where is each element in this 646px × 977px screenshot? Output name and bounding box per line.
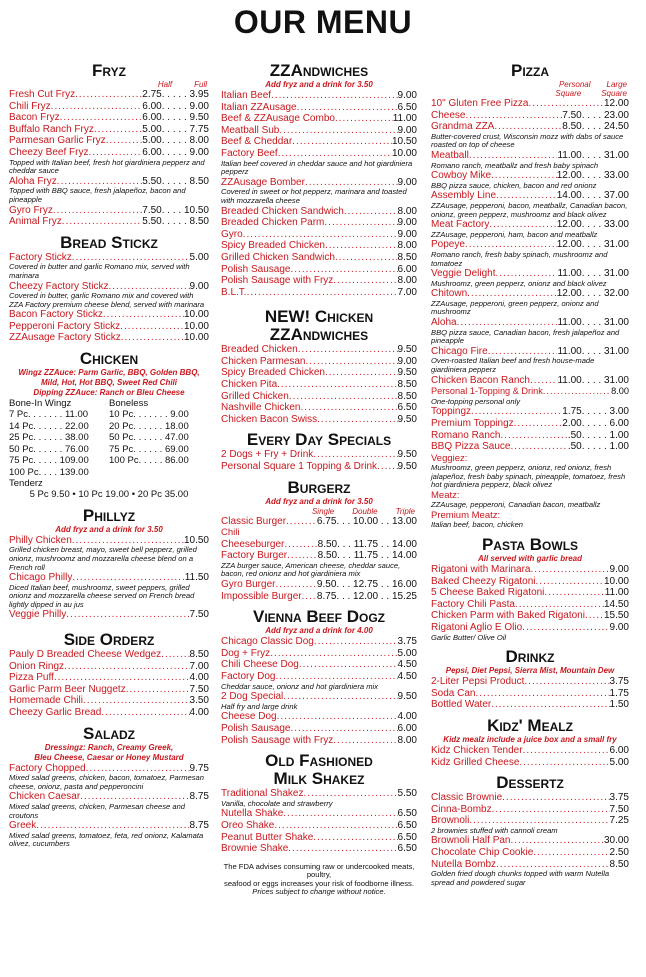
menu-item: Beef & Cheddar ..... 10.50 <box>221 136 417 148</box>
item-description: Vanilla, chocolate and strawberry <box>221 798 333 808</box>
menu-item: Baked Cheezy Rigatoni ..... 10.00 <box>431 576 629 588</box>
menu-item: Garlic Parm Beer Nuggetz ..... 7.50 <box>9 684 209 696</box>
burgerz-size-header: Single Double Triple <box>311 506 415 516</box>
item-description: ZZAusage, pepperoni, green pepperz, onionz and mushroomz <box>431 298 599 317</box>
side-orderz-heading: Side Orderz <box>63 630 155 650</box>
menu-item: 2-Liter Pepsi Product ..... 3.75 <box>431 676 629 688</box>
fryz-size-header <box>9 80 209 89</box>
menu-item: Chicken Bacon Ranch ..... 11.00. . . . 31.00 <box>431 375 629 387</box>
vienna-beef-dogz-heading: Vienna Beef Dogz <box>252 607 385 627</box>
drinkz-subtitle: Pepsi, Diet Pepsi, Sierra Mist, Mountain Dew <box>445 666 615 676</box>
fda-notice: seafood or eggs increases your risk of foodborne illness. <box>224 878 414 888</box>
item-description: Italian beef covered in cheddar sauce and hot giardiniera pepperz <box>221 158 413 177</box>
menu-item: Kidz Grilled Cheese ..... 5.00 <box>431 757 629 769</box>
item-description: Grilled chicken breast, mayo, sweet bell pepperz, grilled onionz, mushroomz and mozzarella cheese blend on a French roll <box>9 545 197 572</box>
kidz-mealz-heading: Kidz' Mealz <box>487 715 573 735</box>
price-notice: Prices subject to change without notice. <box>252 887 386 897</box>
fryz-list <box>9 89 209 228</box>
wings-row: 25 Pc. . . . . . 38.00 50 Pc. . . . . . 47.00 <box>9 432 189 444</box>
item-description: ZZAusage, pepperoni, ham, bacon and meatballz <box>431 229 598 239</box>
menu-item: Chicken Pita ..... 8.50 <box>221 379 417 391</box>
menu-item: Cheezy Beef Fryz ..... 6.00. . . . . 9.00 <box>9 147 209 159</box>
item-description: One-topping personal only <box>431 396 521 406</box>
item-description: BBQ pizza sauce, Canadian bacon, fresh jalapeñoz and pineapple <box>431 327 620 346</box>
item-description: Garlic Butter/ Olive Oil <box>431 632 507 642</box>
menu-item: Cheese ..... 7.50. . . . 23.00 <box>431 110 629 122</box>
saladz-heading: Saladz <box>83 723 135 743</box>
menu-item: 2 Dog Special ..... 9.50 <box>221 691 417 703</box>
menu-item: Dog + Fryz ..... 5.00 <box>221 648 417 660</box>
chicken-subtitle: Dipping ZZAuce: Ranch or Bleu Cheese <box>33 388 185 398</box>
menu-item: Aloha ..... 11.00. . . . 31.00 <box>431 317 629 329</box>
saladz-subtitle: Dressingz: Ranch, Creamy Greek, <box>44 742 174 752</box>
wings-row: 75 Pc. . . . . 109.00 100 Pc. . . . . 86.00 <box>9 455 189 467</box>
menu-item: Cheese Dog ..... 4.00 <box>221 711 417 723</box>
menu-item: Veggie Philly ..... 7.50 <box>9 609 209 621</box>
menu-item: Soda Can ..... 1.75 <box>431 688 629 700</box>
vienna-subtitle: Add fryz and a drink for 4.00 <box>265 626 373 636</box>
menu-item: Gyro Burger ..... 9.50. . . 12.75 . . 16.00 <box>221 579 417 591</box>
menu-column-middle <box>221 62 417 897</box>
menu-item: Factory Burger ..... 8.50. . . 11.75 . . 14.00 <box>221 550 417 562</box>
menu-item: Popeye ..... 12.00. . . . 31.00 <box>431 239 629 251</box>
item-description: Oven-roasted Italian beef and fresh house-made giardiniera pepperz <box>431 356 595 375</box>
menu-item: Italian Beef ..... 9.00 <box>221 90 417 102</box>
menu-item: Peanut Butter Shake ..... 6.50 <box>221 832 417 844</box>
item-description: ZZAusage, pepperoni, Canadian bacon, meatballz <box>431 500 601 510</box>
veggiez-label: Veggiez: <box>431 452 468 464</box>
menu-item: Onion Ringz ..... 7.00 <box>9 661 209 673</box>
shakez-heading-2: Milk Shakez <box>273 769 365 789</box>
menu-item: Cheezy Factory Stickz ..... 9.00 <box>9 281 209 293</box>
item-description: Covered in butter, garlic Romano mix and covered with ZZA Factory premium cheese blend, served with marinara <box>9 291 205 309</box>
item-description: Half fry and large drink <box>221 701 298 711</box>
item-description: Covered in butter and garlic Romano mix, served with marinara <box>9 262 190 280</box>
drinkz-heading: Drinkz <box>505 647 555 667</box>
menu-item: B.L.T. ..... 7.00 <box>221 287 417 299</box>
menu-item: Breaded Chicken ..... 9.50 <box>221 344 417 356</box>
every-day-specials-heading: Every Day Specials <box>246 430 392 450</box>
item-description: Mixed salad greens, chicken, bacon, tomatoez, Parmesan cheese, onionz, pasta and pepperoncini <box>9 773 205 791</box>
dessertz-heading: Dessertz <box>496 773 564 793</box>
menu-item: Factory Dog ..... 4.50 <box>221 671 417 683</box>
menu-item: Veggie Delight ..... 11.00. . . . 31.00 <box>431 268 629 280</box>
menu-item: Polish Sausage with Fryz ..... 8.00 <box>221 735 417 747</box>
menu-item: Philly Chicken ..... 10.50 <box>9 535 209 547</box>
menu-item: Chicago Fire ..... 11.00. . . . 31.00 <box>431 346 629 358</box>
menu-item: Chicago Philly ..... 11.50 <box>9 572 209 584</box>
menu-item-line: Chili <box>221 527 240 539</box>
menu-item: Greek ..... 8.75 <box>9 820 209 832</box>
menu-item: Chitown ..... 12.00. . . . 32.00 <box>431 288 629 300</box>
menu-item: Homemade Chili ..... 3.50 <box>9 695 209 707</box>
chicken-subtitle: Mild, Hot, Hot BBQ, Sweet Red Chili <box>41 378 177 388</box>
item-description: Diced Italian beef, mushroomz, sweet peppers, grilled onionz and mozzarella cheese served on French bread lightly dipped in au jus <box>9 582 195 609</box>
item-description: BBQ pizza sauce, chicken, bacon and red onionz <box>431 180 597 190</box>
menu-item: Breaded Chicken Sandwich ..... 8.00 <box>221 206 417 218</box>
item-description: ZZAusage, pepperoni, bacon, meatballz, Canadian bacon, onionz, green pepperz, mushroomz and black olivez <box>431 200 628 219</box>
saladz-subtitle: Bleu Cheese, Caesar or Honey Mustard <box>34 752 184 762</box>
menu-item: Traditional Shakez ..... 5.50 <box>221 788 417 800</box>
menu-item: 5 Cheese Baked Rigatoni ..... 11.00 <box>431 587 629 599</box>
menu-column-left <box>9 62 209 849</box>
menu-item: Nashville Chicken ..... 6.50 <box>221 402 417 414</box>
menu-item: Buffalo Ranch Fryz ..... 5.00. . . . . 7.75 <box>9 124 209 136</box>
wings-header: Bone-In Wingz Boneless <box>9 398 149 410</box>
menu-item: 10" Gluten Free Pizza ..... 12.00 <box>431 98 629 110</box>
menu-item: Italian ZZAusage ..... 6.50 <box>221 102 417 114</box>
menu-item: Brownie Shake ..... 6.50 <box>221 843 417 855</box>
wings-row: 100 Pc. . . . 139.00 <box>9 466 89 478</box>
item-description: ZZA burger sauce, American cheese, cheddar sauce, bacon, red onionz and hot giardiniera mix <box>221 560 401 579</box>
menu-item: ZZAusage Factory Stickz ..... 10.00 <box>9 332 209 344</box>
burgerz-subtitle: Add fryz and a drink for 3.50 <box>265 496 373 506</box>
menu-item: Personal Square 1 Topping & Drink ..... 9.50 <box>221 461 417 473</box>
item-description: Romano ranch, meatballz and fresh baby spinach <box>431 160 599 170</box>
fryz-heading: Fryz <box>92 61 126 80</box>
kidz-subtitle: Kidz mealz include a juice box and a small fry <box>443 734 617 744</box>
menu-item: Polish Sausage ..... 6.00 <box>221 264 417 276</box>
menu-item: Assembly Line ..... 14.00. . . . 37.00 <box>431 190 629 202</box>
menu-item: Factory Chopped ..... 9.75 <box>9 763 209 775</box>
menu-item: Bottled Water ..... 1.50 <box>431 699 629 711</box>
item-description: Mixed salad greens, tomatoez, feta, red onionz, Kalamata olivez, cucumbers <box>9 830 204 849</box>
menu-item: Chicken Parmesan ..... 9.00 <box>221 356 417 368</box>
half-label: Half <box>157 80 173 89</box>
shakez-heading: Old Fashioned <box>265 751 373 771</box>
page-title: OUR MENU <box>233 4 413 40</box>
menu-item: Cheeseburger ..... 8.50. . . 11.75 . . 14.00 <box>221 539 417 551</box>
menu-item: Pizza Puff ..... 4.00 <box>9 672 209 684</box>
menu-item: Impossible Burger ..... 8.75. . . 12.00 . . 15.25 <box>221 591 417 603</box>
menu-item: Premium Toppingz ..... 2.00. . . . . 6.00 <box>431 418 629 430</box>
zzandwiches-subtitle: Add fryz and a drink for 3.50 <box>265 80 373 89</box>
premium-meatz-label: Premium Meatz: <box>431 509 501 521</box>
menu-item: Personal 1-Topping & Drink ..... 8.00 <box>431 386 629 398</box>
menu-item: Polish Sausage with Fryz ..... 8.00 <box>221 275 417 287</box>
pizza-size-header-2: Square Square <box>555 89 627 98</box>
menu-item: Bacon Fryz ..... 6.00. . . . . 9.50 <box>9 112 209 124</box>
menu-item: Chicago Classic Dog ..... 3.75 <box>221 636 417 648</box>
pasta-bowls-heading: Pasta Bowls <box>481 534 579 554</box>
item-description: Butter-covered crust, Wisconsin mozz with dabs of sauce roasted on top of cheese <box>431 131 624 150</box>
item-description: Golden fried dough chunks topped with warm Nutella spread and powdered sugar <box>431 869 610 887</box>
menu-item: Animal Fryz ..... 5.50. . . . . 8.50 <box>9 216 209 228</box>
menu-item: Chicken Caesar ..... 8.75 <box>9 791 209 803</box>
menu-item: 2 Dogs + Fry + Drink ..... 9.50 <box>221 449 417 461</box>
menu-item: Grilled Chicken ..... 8.50 <box>221 391 417 403</box>
pasta-subtitle: All served with garlic bread <box>477 553 583 563</box>
menu-item: Polish Sausage ..... 6.00 <box>221 723 417 735</box>
pizza-size-header: Personal Large <box>558 80 627 89</box>
menu-item: Rigatoni with Marinara ..... 9.00 <box>431 564 629 576</box>
menu-item: Meatball Sub ..... 9.00 <box>221 125 417 137</box>
wings-row: 50 Pc. . . . . . 76.00 75 Pc. . . . . . 69.00 <box>9 443 189 455</box>
item-description: Romano ranch, fresh baby spinach, mushroomz and tomatoez <box>431 249 608 268</box>
zzandwiches-heading: ZZAndwiches <box>269 61 369 80</box>
menu-item: Romano Ranch ..... .50. . . . . 1.00 <box>431 430 629 442</box>
menu-item: Beef & ZZAusage Combo ..... 11.00 <box>221 113 417 125</box>
item-description: 2 brownies stuffed with cannoli cream <box>431 825 558 835</box>
pizza-heading: Pizza <box>511 61 549 80</box>
fda-notice: The FDA advises consuming raw or undercooked meats, poultry, <box>223 861 415 880</box>
bread-stickz-heading: Bread Stickz <box>60 232 158 252</box>
item-description: Topped with Italian beef, fresh hot giardiniera pepperz and cheddar sauce <box>9 157 205 176</box>
menu-item: Nutella Bombz ..... 8.50 <box>431 859 629 871</box>
menu-item: Brownoli Half Pan ..... 30.00 <box>431 835 629 847</box>
menu-item: Rigatoni Aglio E Olio ..... 9.00 <box>431 622 629 634</box>
menu-item: Cowboy Mike ..... 12.00. . . . 33.00 <box>431 170 629 182</box>
menu-column-right <box>431 62 629 887</box>
menu-item: Classic Brownie ..... 3.75 <box>431 792 629 804</box>
wings-row: 7 Pc. . . . . . . 11.00 10 Pc. . . . . . . 9.00 <box>9 409 189 421</box>
menu-item: Factory Beef ..... 10.00 <box>221 148 417 160</box>
menu-item: Chili Fryz ..... 6.00. . . . . 9.00 <box>9 101 209 113</box>
menu-item: Chicken Parm with Baked Rigatoni ..... 15.50 <box>431 610 629 622</box>
item-description: Mixed salad greens, chicken, Parmesan cheese and croutons <box>9 802 186 820</box>
menu-item: Brownoli ..... 7.25 <box>431 815 629 827</box>
menu-item: BBQ Pizza Sauce ..... .50. . . . . 1.00 <box>431 441 629 453</box>
menu-item: Breaded Chicken Parm ..... 9.00 <box>221 217 417 229</box>
menu-item: Pauly D Breaded Cheese Wedgez ..... 8.50 <box>9 649 209 661</box>
menu-item: Chili Cheese Dog ..... 4.50 <box>221 659 417 671</box>
menu-item: Fresh Cut Fryz ..... 2.75. . . . . 3.95 <box>9 89 209 101</box>
menu-item: Grilled Chicken Sandwich ..... 8.50 <box>221 252 417 264</box>
menu-item: Meat Factory ..... 12.00. . . . 33.00 <box>431 219 629 231</box>
chicken-subtitle: Wingz ZZAuce: Parm Garlic, BBQ, Golden BBQ, <box>18 368 200 378</box>
menu-item: Meatball ..... 11.00. . . . 31.00 <box>431 150 629 162</box>
menu-item: Nutella Shake ..... 6.50 <box>221 808 417 820</box>
menu-item: Kidz Chicken Tender ..... 6.00 <box>431 745 629 757</box>
menu-item: Factory Chili Pasta ..... 14.50 <box>431 599 629 611</box>
item-description: Mushroomz, green pepperz, onionz, red onionz, fresh jalapeñoz, fresh baby spinach, pineapple, tomatoez, fresh hot giardiniera pepperz, black olivez <box>431 463 626 490</box>
burgerz-heading: Burgerz <box>287 477 351 497</box>
item-description: Mushroomz, green pepperz, onionz and black olivez <box>431 278 607 288</box>
menu-item: Cinna-Bombz ..... 7.50 <box>431 804 629 816</box>
tenderz-prices: 5 Pc 9.50 • 10 Pc 19.00 • 20 Pc 35.00 <box>29 489 189 501</box>
meatz-label: Meatz: <box>431 489 460 501</box>
phillyz-subtitle: Add fryz and a drink for 3.50 <box>55 524 163 534</box>
menu-item: Chocolate Chip Cookie ..... 2.50 <box>431 847 629 859</box>
menu-item: Classic Burger ..... 6.75. . . 10.00 . . 13.00 <box>221 516 417 528</box>
menu-item: Cheezy Garlic Bread ..... 4.00 <box>9 707 209 719</box>
menu-item: Toppingz ..... 1.75. . . . . 3.00 <box>431 406 629 418</box>
menu-item: Pepperoni Factory Stickz ..... 10.00 <box>9 321 209 333</box>
menu-item: ZZAusage Bomber ..... 9.00 <box>221 177 417 189</box>
menu-item: Bacon Factory Stickz ..... 10.00 <box>9 309 209 321</box>
tenderz-label: Tenderz <box>9 477 43 489</box>
new-chicken-heading: NEW! Chicken <box>264 307 374 327</box>
item-description: Italian beef, bacon, chicken <box>431 520 524 530</box>
menu-item: Parmesan Garlic Fryz ..... 5.00. . . . . 8.00 <box>9 135 209 147</box>
full-label: Full <box>194 80 207 89</box>
menu-item: Gyro Fryz ..... 7.50. . . . 10.50 <box>9 205 209 217</box>
wings-row: 14 Pc. . . . . . 22.00 20 Pc. . . . . . 18.00 <box>9 420 189 432</box>
new-chicken-heading-2: ZZAndwiches <box>269 325 369 345</box>
menu-item: Spicy Breaded Chicken ..... 8.00 <box>221 240 417 252</box>
menu-item: Chicken Bacon Swiss ..... 9.50 <box>221 414 417 426</box>
menu-item: Factory Stickz ..... 5.00 <box>9 252 209 264</box>
item-description: Cheddar sauce, onionz and hot giardiniera mix <box>221 681 379 691</box>
item-description: Topped with BBQ sauce, fresh jalapeñoz, bacon and pineapple <box>9 186 186 204</box>
menu-item: Spicy Breaded Chicken ..... 9.50 <box>221 367 417 379</box>
menu-item: Aloha Fryz ..... 5.50. . . . . 8.50 <box>9 176 209 188</box>
menu-item: Gyro ..... 9.00 <box>221 229 417 241</box>
menu-item: Grandma ZZA ..... 8.50. . . . 24.50 <box>431 121 629 133</box>
menu-item: Oreo Shake ..... 6.50 <box>221 820 417 832</box>
chicken-heading: Chicken <box>79 349 139 369</box>
item-description: Covered in sweet or hot pepperz, marinara and toasted with mozzarella cheese <box>221 187 407 205</box>
phillyz-heading: Phillyz <box>82 505 136 525</box>
